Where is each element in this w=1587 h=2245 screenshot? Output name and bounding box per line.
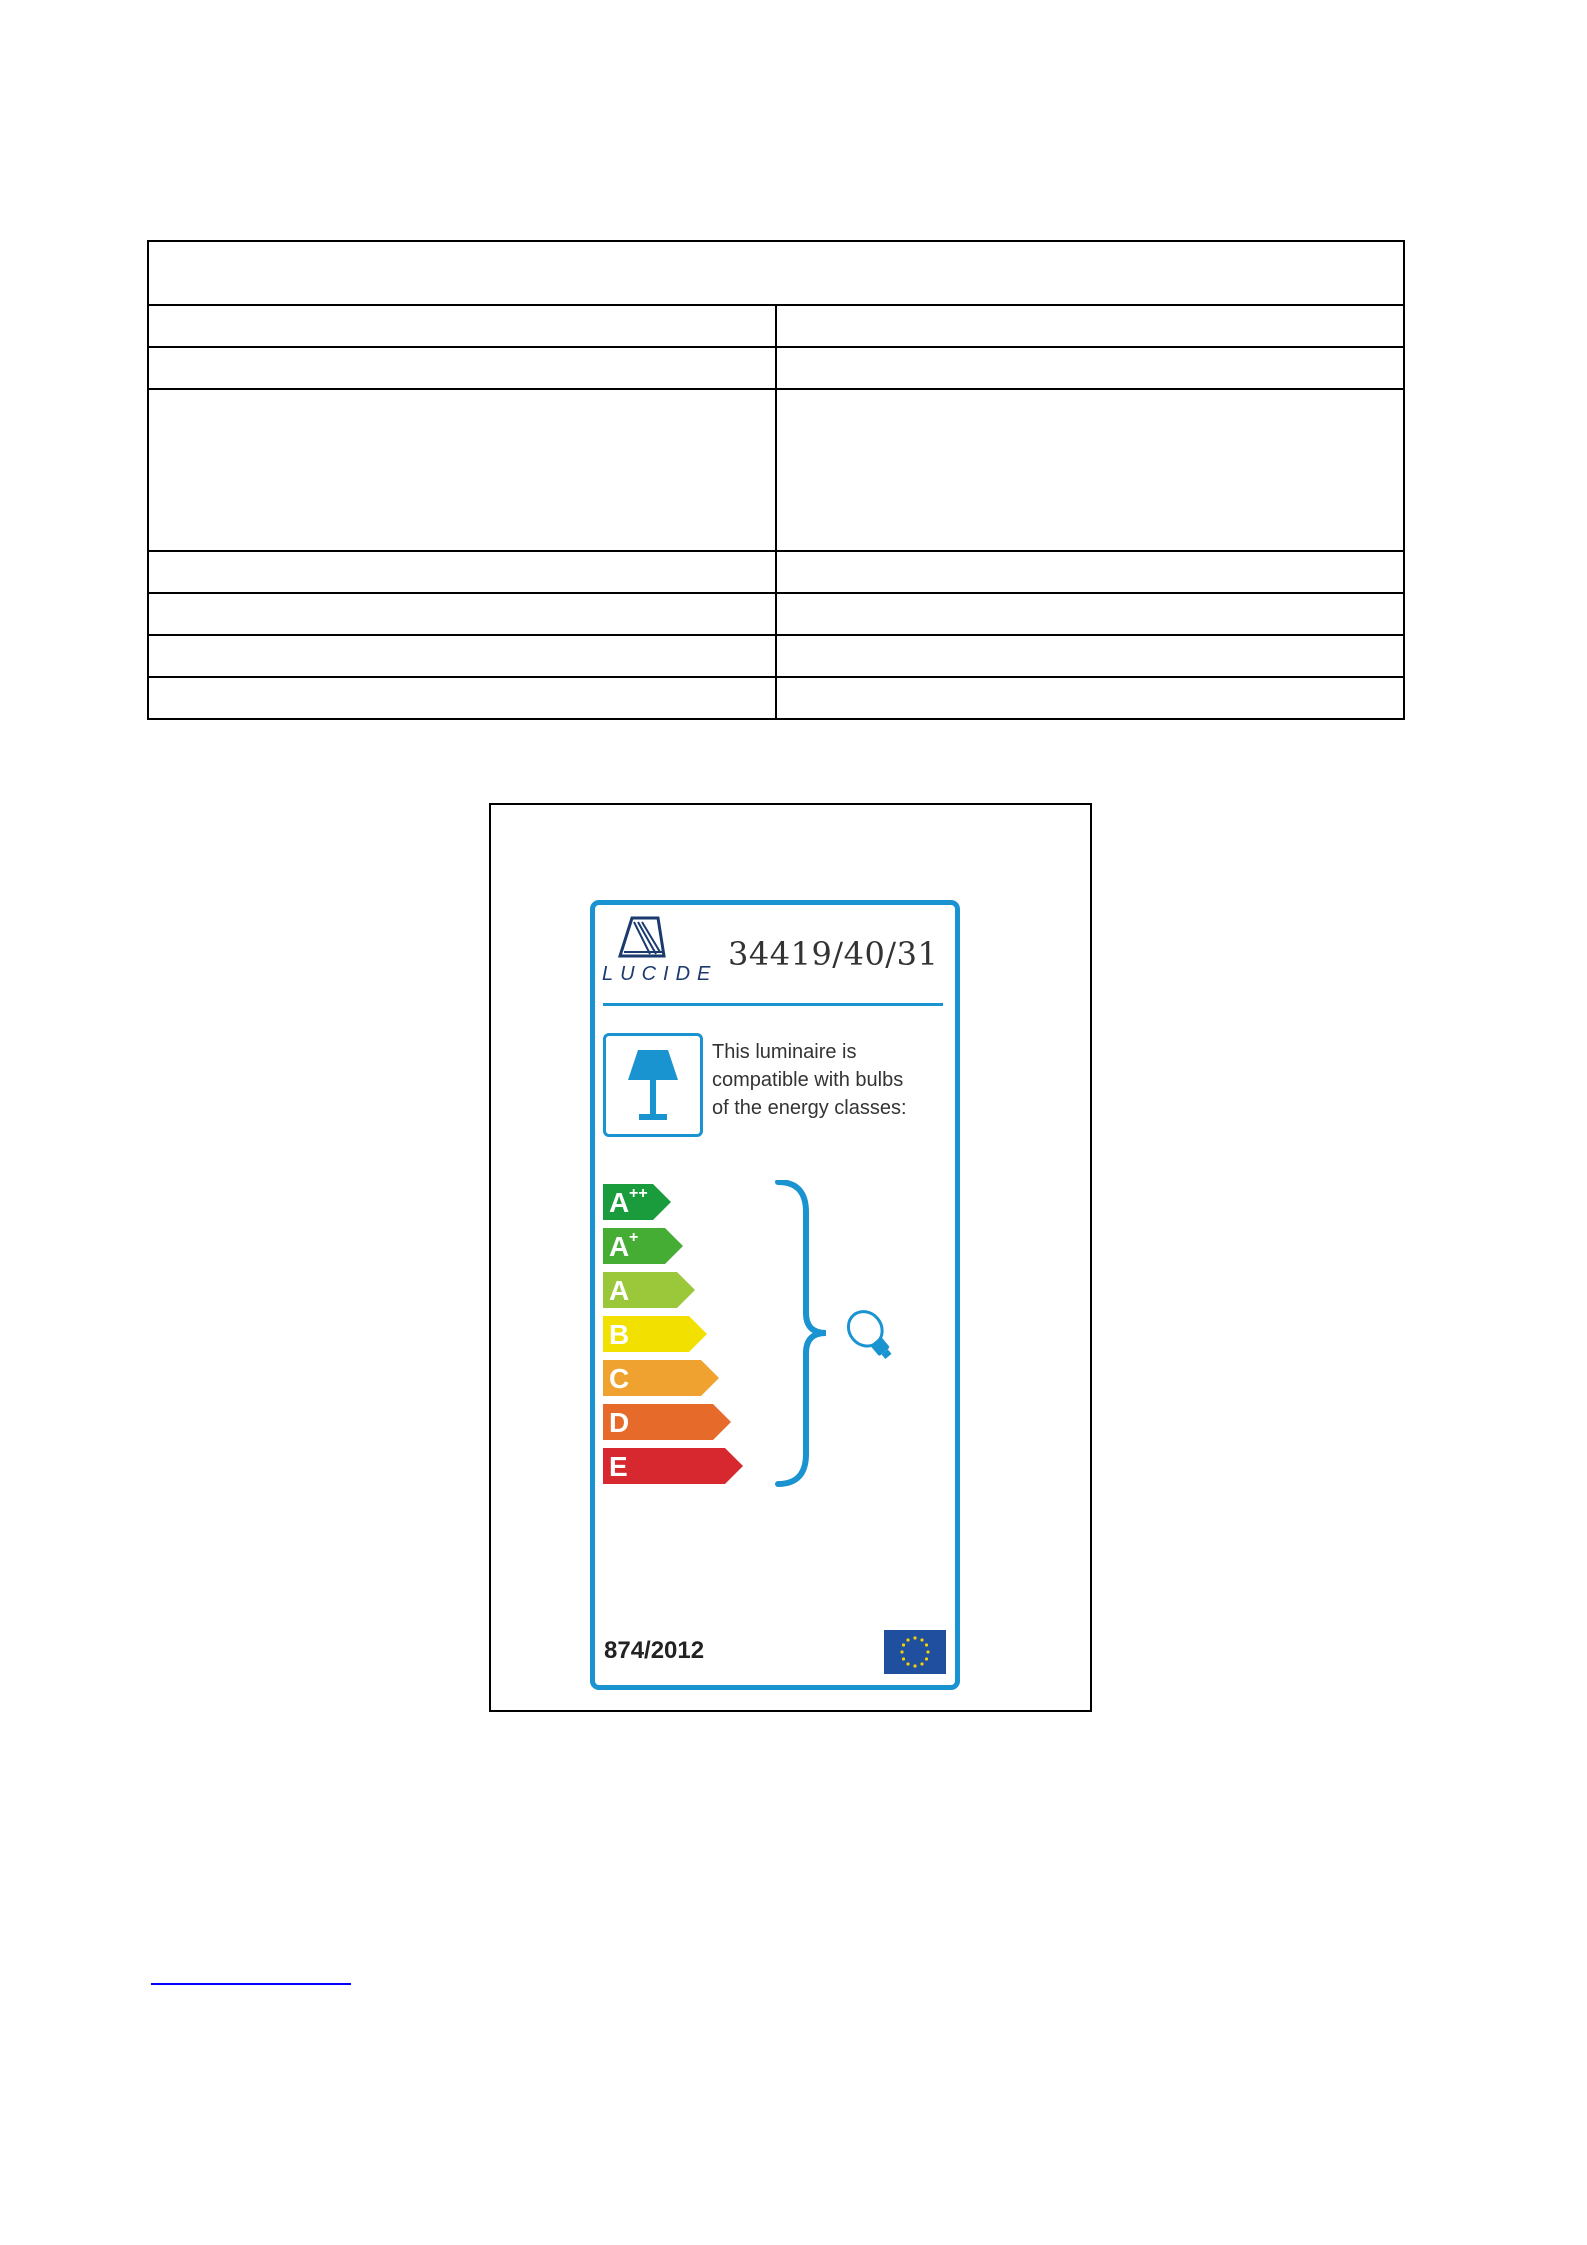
table-lamp-icon: [606, 1036, 700, 1134]
hyperlink-underline[interactable]: [151, 1983, 351, 1985]
table-row: [148, 677, 1404, 719]
table-cell: [776, 635, 1404, 677]
energy-class-letter: A: [609, 1275, 630, 1306]
table-header-row: [148, 241, 1404, 305]
energy-class-letter: D: [609, 1407, 630, 1438]
energy-class-arrow: [603, 1316, 707, 1352]
compat-line: compatible with bulbs: [712, 1069, 904, 1091]
energy-class-letter: A: [609, 1187, 630, 1218]
table-cell: [148, 677, 776, 719]
energy-class-letter: E: [609, 1451, 628, 1482]
regulation-number: 874/2012: [604, 1637, 705, 1664]
table-cell: [148, 593, 776, 635]
table-row: [148, 389, 1404, 551]
brand-name: LUCIDE: [602, 963, 718, 985]
compat-line: This luminaire is: [712, 1041, 857, 1063]
table-row: [148, 635, 1404, 677]
table-cell: [776, 389, 1404, 551]
table-cell: [776, 347, 1404, 389]
table-cell: [776, 305, 1404, 347]
table-cell: [148, 635, 776, 677]
energy-class-superscript: +: [629, 1229, 639, 1246]
energy-class-arrow: [603, 1404, 731, 1440]
compat-line: of the energy classes:: [712, 1097, 907, 1119]
energy-class-arrow: [603, 1360, 719, 1396]
curly-bracket: [778, 1182, 826, 1484]
energy-class-letter: B: [609, 1319, 630, 1350]
table-cell: [148, 551, 776, 593]
table-row: [148, 551, 1404, 593]
table-cell: [148, 389, 776, 551]
table-cell: [776, 677, 1404, 719]
table-row: [148, 593, 1404, 635]
energy-class-superscript: ++: [629, 1185, 648, 1202]
spec-table: [147, 240, 1405, 720]
energy-class-arrow: [603, 1272, 695, 1308]
energy-class-letter: A: [609, 1231, 630, 1262]
energy-class-letter: C: [609, 1363, 630, 1394]
light-bulb-icon: [838, 1298, 908, 1378]
table-cell: [148, 347, 776, 389]
table-header-cell: [148, 241, 1404, 305]
table-cell: [776, 593, 1404, 635]
energy-class-arrow: [603, 1448, 743, 1484]
model-number: 34419/40/31: [728, 935, 939, 973]
table-row: [148, 305, 1404, 347]
table-cell: [776, 551, 1404, 593]
table-cell: [148, 305, 776, 347]
energy-class-arrow: [603, 1184, 671, 1220]
lamp-box: [603, 1033, 703, 1137]
eu-flag-icon: [884, 1630, 946, 1674]
table-row: [148, 347, 1404, 389]
compatibility-text: [712, 1038, 952, 1122]
header-divider: [603, 1003, 943, 1006]
energy-class-arrow: [603, 1228, 683, 1264]
